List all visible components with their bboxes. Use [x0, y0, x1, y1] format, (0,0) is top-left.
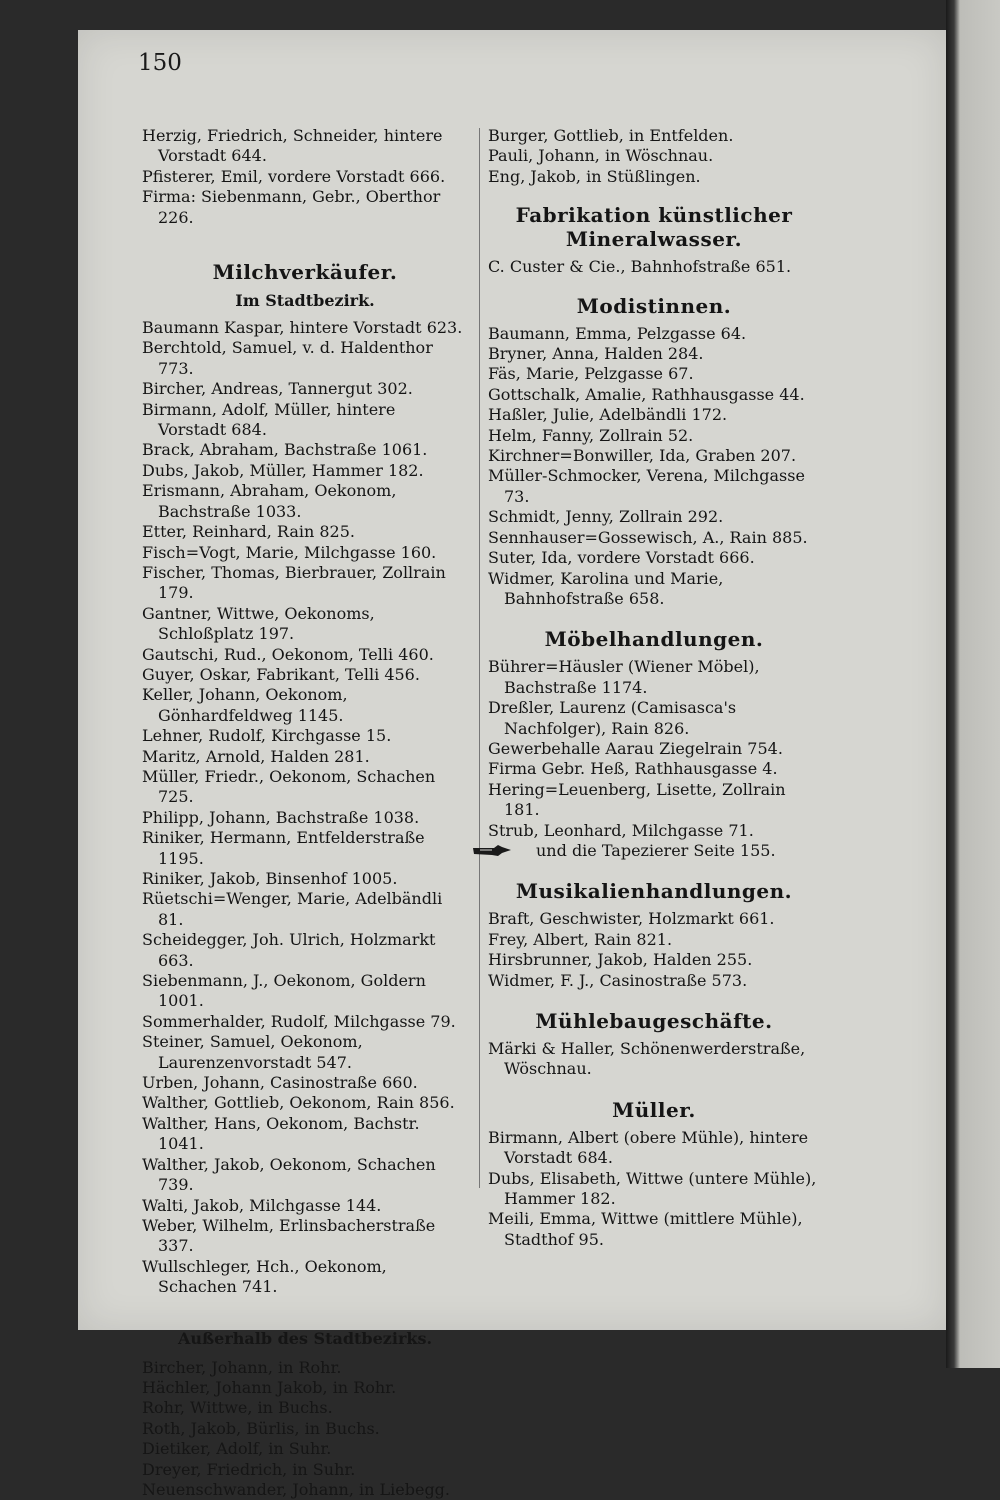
directory-entry: Firma: Siebenmann, Gebr., Oberthor 226.	[142, 187, 441, 227]
directory-entry: Brack, Abraham, Bachstraße 1061.	[142, 440, 428, 460]
entries-top-right	[488, 126, 820, 187]
directory-entry: Märki & Haller, Schönenwerderstraße, Wöschnau.	[488, 1039, 806, 1079]
heading-modistinnen: Modistinnen.	[576, 293, 732, 318]
directory-entry: Siebenmann, J., Oekonom, Goldern 1001.	[142, 971, 426, 1011]
heading-musikalien: Musikalienhandlungen.	[515, 879, 793, 904]
directory-entry: Schmidt, Jenny, Zollrain 292.	[488, 507, 724, 527]
directory-entry: Fischer, Thomas, Bierbrauer, Zollrain 179.	[142, 562, 446, 603]
directory-entry: Hirsbrunner, Jakob, Halden 255.	[488, 950, 753, 970]
heading-milchverkaeufer: Milchverkäufer.	[212, 260, 398, 285]
directory-entry: Firma Gebr. Heß, Rathhausgasse 4.	[488, 759, 778, 779]
directory-entry: Guyer, Oskar, Fabrikant, Telli 456.	[142, 664, 420, 684]
directory-entry: Lehner, Rudolf, Kirchgasse 15.	[142, 726, 392, 746]
directory-entry: Gantner, Wittwe, Oekonoms, Schloßplatz 197.	[142, 603, 375, 644]
directory-entry: Walther, Jakob, Oekonom, Schachen 739.	[142, 1154, 436, 1195]
directory-entry: Dreyer, Friedrich, in Suhr.	[142, 1459, 356, 1479]
directory-entry: Dubs, Elisabeth, Wittwe (untere Mühle), Hammer 182.	[488, 1168, 817, 1209]
directory-entry: Strub, Leonhard, Milchgasse 71.	[488, 820, 754, 840]
directory-entry: Müller-Schmocker, Verena, Milchgasse 73.	[488, 466, 805, 506]
directory-entry: Rüetschi=Wenger, Marie, Adelbändli 81.	[142, 889, 443, 929]
directory-entry: Pfisterer, Emil, vordere Vorstadt 666.	[142, 166, 446, 186]
entries-muehlebau	[488, 1039, 820, 1080]
directory-entry: Dietiker, Adolf, in Suhr.	[142, 1439, 332, 1459]
subheading-ausserhalb: Außerhalb des Stadtbezirks.	[177, 1328, 433, 1348]
directory-entry: Walti, Jakob, Milchgasse 144.	[142, 1195, 382, 1215]
heading-mueller: Müller.	[612, 1097, 696, 1122]
directory-entry: Rohr, Wittwe, in Buchs.	[142, 1398, 333, 1418]
directory-entry: Keller, Johann, Oekonom, Gönhardfeldweg 1145.	[142, 685, 348, 725]
directory-entry: Berchtold, Samuel, v. d. Haldenthor 773.	[142, 338, 433, 378]
directory-entry: Birmann, Albert (obere Mühle), hintere Vorstadt 684.	[488, 1127, 809, 1168]
directory-entry: Sommerhalder, Rudolf, Milchgasse 79.	[142, 1011, 456, 1031]
directory-entry: Bührer=Häusler (Wiener Möbel), Bachstraße 1174.	[488, 657, 760, 697]
directory-entry: Weber, Wilhelm, Erlinsbacherstraße 337.	[142, 1215, 436, 1256]
entries-milch-stadt	[142, 318, 468, 1298]
left-column	[142, 126, 468, 1500]
directory-entry: Haßler, Julie, Adelbändli 172.	[488, 405, 728, 425]
right-column	[488, 126, 820, 1250]
directory-entry: Scheidegger, Joh. Ulrich, Holzmarkt 663.	[142, 930, 436, 970]
directory-entry: Etter, Reinhard, Rain 825.	[142, 522, 355, 542]
directory-entry: Gewerbehalle Aarau Ziegelrain 754.	[488, 738, 783, 758]
directory-entry: Braft, Geschwister, Holzmarkt 661.	[488, 909, 775, 929]
column-divider	[479, 128, 480, 1188]
directory-entry: Birmann, Adolf, Müller, hintere Vorstadt 684.	[142, 399, 396, 440]
directory-entry: Baumann, Emma, Pelzgasse 64.	[488, 323, 747, 343]
directory-entry: Kirchner=Bonwiller, Ida, Graben 207.	[488, 446, 797, 466]
directory-entry: Dreßler, Laurenz (Camisasca's Nachfolger), Rain 826.	[488, 698, 737, 738]
directory-entry: Walther, Hans, Oekonom, Bachstr. 1041.	[142, 1113, 420, 1154]
directory-entry: Meili, Emma, Wittwe (mittlere Mühle), Stadthof 95.	[488, 1209, 803, 1249]
directory-entry: Steiner, Samuel, Oekonom, Laurenzenvorstadt 547.	[142, 1032, 363, 1072]
directory-entry: Sennhauser=Gossewisch, A., Rain 885.	[488, 527, 808, 547]
directory-entry: Riniker, Jakob, Binsenhof 1005.	[142, 869, 398, 888]
subheading-stadtbezirk: Im Stadtbezirk.	[235, 291, 375, 311]
directory-entry: C. Custer & Cie., Bahnhofstraße 651.	[488, 257, 792, 277]
moebel-note	[488, 841, 820, 861]
directory-entry: Frey, Albert, Rain 821.	[488, 929, 673, 949]
directory-entry: Widmer, Karolina und Marie, Bahnhofstraße 658.	[488, 568, 724, 608]
directory-entry: Bircher, Johann, in Rohr.	[142, 1357, 342, 1377]
directory-entry: Urben, Johann, Casinostraße 660.	[142, 1073, 418, 1093]
directory-entry: Müller, Friedr., Oekonom, Schachen 725.	[142, 766, 436, 807]
entries-musik	[488, 909, 820, 991]
directory-entry: Herzig, Friedrich, Schneider, hintere Vorstadt 644.	[142, 126, 443, 166]
directory-entry: Fäs, Marie, Pelzgasse 67.	[488, 364, 694, 384]
moebel-note-text: und die Tapezierer Seite 155.	[536, 840, 776, 860]
entries-top-left	[142, 126, 468, 228]
pointing-hand-icon	[488, 841, 528, 861]
directory-entry: Eng, Jakob, in Stüßlingen.	[488, 166, 701, 186]
entries-fabrikation	[488, 257, 820, 277]
directory-entry: Fisch=Vogt, Marie, Milchgasse 160.	[142, 542, 437, 562]
heading-moebelhandlungen: Möbelhandlungen.	[544, 627, 764, 652]
directory-entry: Neuenschwander, Johann, in Liebegg.	[142, 1479, 451, 1499]
directory-entry: Gautschi, Rud., Oekonom, Telli 460.	[142, 644, 434, 664]
directory-entry: Widmer, F. J., Casinostraße 573.	[488, 970, 748, 990]
directory-entry: Gottschalk, Amalie, Rathhausgasse 44.	[488, 384, 805, 404]
directory-entry: Hächler, Johann Jakob, in Rohr.	[142, 1377, 397, 1397]
entries-milch-ausserhalb	[142, 1358, 468, 1500]
directory-entry: Hering=Leuenberg, Lisette, Zollrain 181.	[488, 779, 786, 820]
directory-entry: Burger, Gottlieb, in Entfelden.	[488, 126, 734, 145]
directory-entry: Roth, Jakob, Bürlis, in Buchs.	[142, 1418, 380, 1438]
entries-moebel	[488, 657, 820, 841]
directory-entry: Walther, Gottlieb, Oekonom, Rain 856.	[142, 1093, 455, 1113]
entries-modistinnen	[488, 324, 820, 610]
page-number: 150	[138, 50, 182, 76]
directory-entry: Baumann Kaspar, hintere Vorstadt 623.	[142, 318, 463, 338]
heading-fabrikation: Fabrikation künstlicher Mineralwasser.	[515, 203, 793, 252]
directory-entry: Erismann, Abraham, Oekonom, Bachstraße 1033.	[142, 481, 397, 521]
directory-entry: Dubs, Jakob, Müller, Hammer 182.	[142, 460, 424, 480]
directory-entry: Pauli, Johann, in Wöschnau.	[488, 146, 714, 166]
directory-entry: Wullschleger, Hch., Oekonom, Schachen 741.	[142, 1256, 387, 1297]
directory-entry: Helm, Fanny, Zollrain 52.	[488, 425, 694, 445]
next-page-edge	[946, 0, 1000, 1368]
directory-entry: Suter, Ida, vordere Vorstadt 666.	[488, 548, 755, 568]
directory-entry: Bryner, Anna, Halden 284.	[488, 344, 704, 364]
heading-muehlebau: Mühlebaugeschäfte.	[535, 1009, 773, 1033]
entries-mueller	[488, 1128, 820, 1250]
directory-entry: Maritz, Arnold, Halden 281.	[142, 746, 370, 766]
directory-entry: Bircher, Andreas, Tannergut 302.	[142, 379, 413, 399]
directory-entry: Riniker, Hermann, Entfelderstraße 1195.	[142, 828, 425, 868]
directory-entry: Philipp, Johann, Bachstraße 1038.	[142, 807, 420, 827]
